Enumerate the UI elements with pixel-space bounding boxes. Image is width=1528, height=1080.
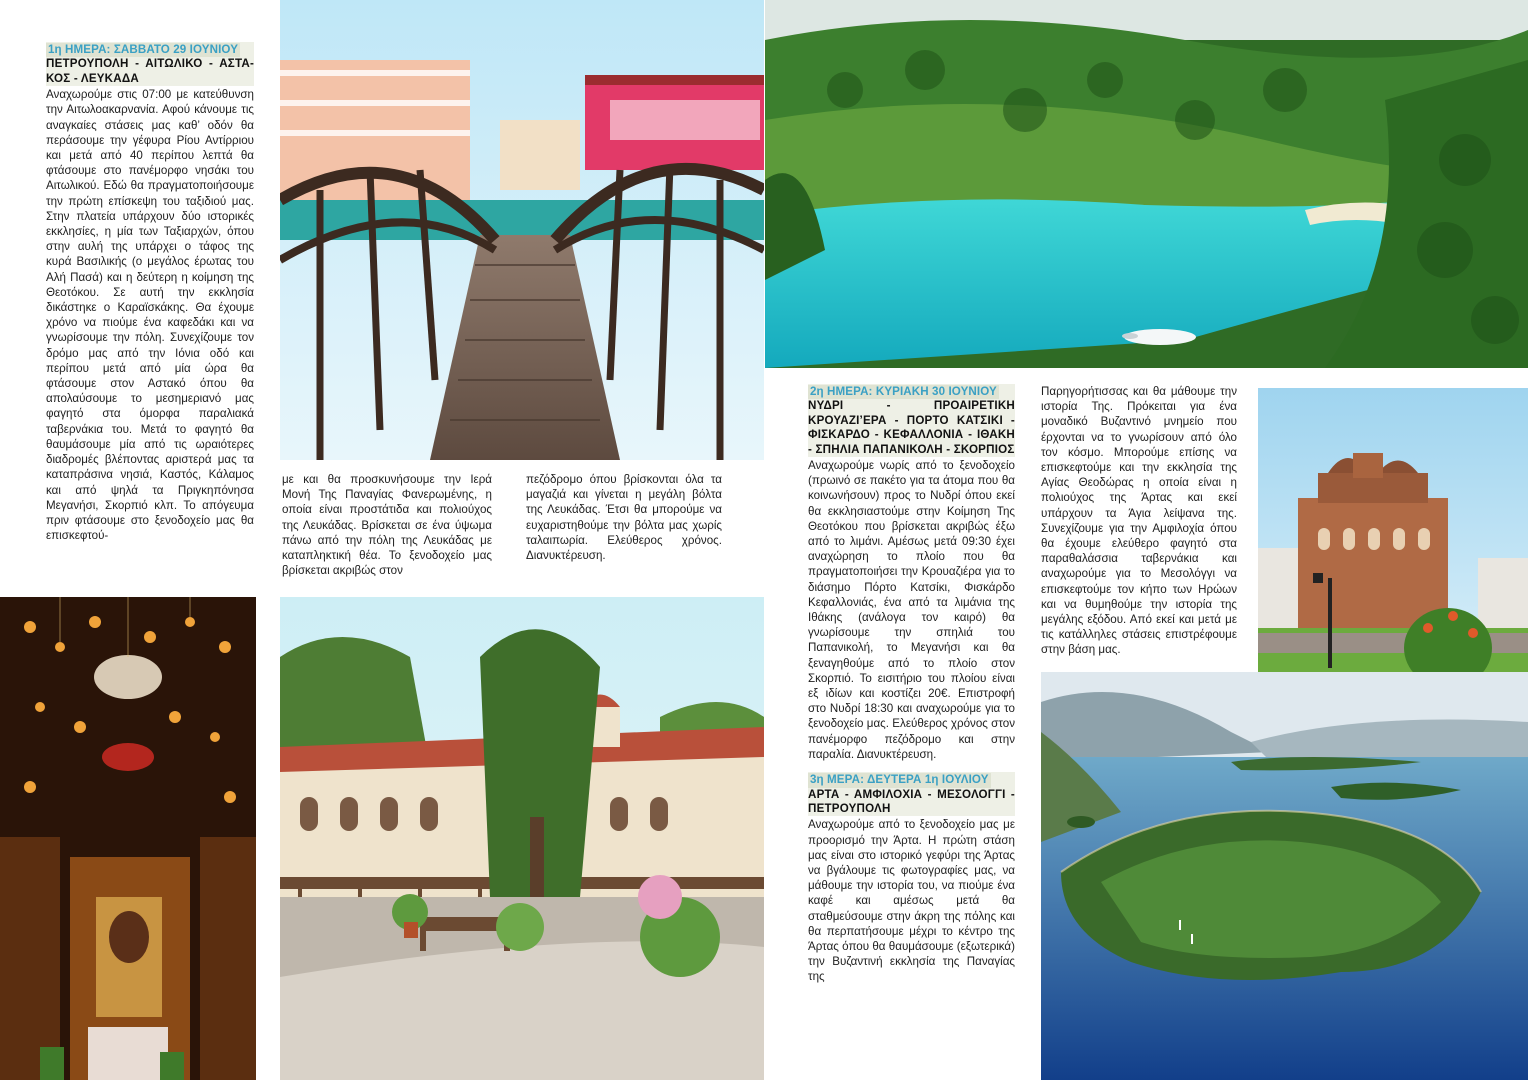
day3-header-block — [808, 772, 1015, 816]
day2-text: Αναχωρούμε νωρίς από το ξενοδοχείο (πρωινό σε πακέτο για τα άτομα που θα κοινωνήσουν) προς το Νυδρί όπου εκεί θα εκκλησιαστούμε στην Κοίμηση Της Θεοτόκου που βρίσκεται ακριβώς έξω από το λιμάνι. Αμέσως μετά 09:30 έχει αναχώρηση το πλοίο που θα πραγματοποιήσει την Κρουαζιέρα για το διάσημο Πόρτο Κατσίκι, Φισκάρδο Κεφαλλονιάς, ένα από τα λιμάνια της Ιθάκης (ανάλογα τον καιρό) θα γνωρίσουμε την σπηλιά του Παπανικολή, το Μεγανήσι και θα ξεναγηθούμε από το πλοίο στον Σκορπιό. Το εισιτήριο του πλοίου είναι εξ ιδίων και κοστίζει 20€. Επιστροφή στο Νυδρί 18:30 και αναχωρούμε για το ξενοδοχείο μας. Ελεύθερος χρόνος στον πανέμορφο πεζόδρομο και στην παραλία. Διανυκτέρευση. — [808, 459, 1015, 761]
photo-turquoise-bay — [765, 0, 1528, 368]
day3-text-col2: Παρηγορήτισσας και θα μάθουμε την ιστορία Της. Πρόκειται για ένα μοναδικό Βυζαντινό μνημείο που έρχονται να το γνωρίσουν από όλο τον κόσμο. Μπορούμε επίσης να επισκεφτούμε και την εκκλησία της Αγίας Θεοδώρας η οποία είναι η πολιούχος της Άρτας και εκεί υπάρχουν τα Άγια λείψανα της. Συνεχίζουμε για την Αμφιλοχία όπου θα έχουμε ελεύθερο φαγητό στα παραθαλάσσια ταβερνάκια και αναχωρούμε για το Μεσολόγγι να επισκεφτούμε τον κήπο των Ηρώων και να θυμηθούμε την ιστορία της μεγάλης εξόδου. Από εκεί και μετά με τις κατάλληλες στάσεις επιστρέφουμε στην βάση μας. — [1041, 385, 1237, 657]
photo-church-interior — [0, 597, 256, 1080]
day2-route: ΝΥΔΡΙ - ΠΡΟΑΙΡΕΤΙΚΗ ΚΡΟΥΑΖΙ’ΕΡΑ - ΠΟΡΤΟ ΚΑΤΣΙΚΙ - ΦΙΣΚΑΡΔΟ - ΚΕΦΑΛΛΟΝΙΑ - ΙΘΑΚΗ - ΣΠΗΛΙΑ ΠΑΠΑΝΙΚΟΛΗ - ΣΚΟΡΠΙΟΣ — [808, 399, 1015, 456]
day1-column-3 — [526, 472, 722, 563]
day3-route: ΑΡΤΑ - ΑΜΦΙΛΟΧΙΑ - ΜΕΣΟΛΟΓΓΙ - ΠΕΤΡΟΥΠΟΛΗ — [808, 787, 1015, 815]
photo-monastery-courtyard — [280, 597, 764, 1080]
day1-column-1 — [46, 42, 254, 543]
day3-text-col1: Αναχωρούμε από το ξενοδοχείο μας με προορισμό την Άρτα. Η πρώτη στάση μας είναι στο ιστορικό γεφύρι της Άρτας να βγάλουμε τις φωτογραφίες μας, να μάθουμε την ιστορία του, να πιούμε ένα καφέ και αμέσως μετά θα σταθμεύσουμε στην άκρη της πόλης και θα περπατήσουμε μέχρι το κέντρο της Άρτας όπου θα θαυμάσουμε (εξωτερικά) την Βυζαντινή εκκλησία της Παναγίας της — [808, 818, 1015, 984]
day2-column — [808, 384, 1015, 985]
day1-heading: 1η ΗΜΕΡΑ: ΣΑΒΒΑΤΟ 29 ΙΟΥΝΙΟΥ — [48, 43, 239, 56]
day1-header-block — [46, 42, 254, 86]
day1-column-2 — [282, 472, 492, 578]
day1-text-col3: πεζόδρομο όπου βρίσκονται όλα τα μαγαζιά και γίνεται η μεγάλη βόλτα της Λευκάδας. Έτσι θα μπορούμε να ευχαριστηθούμε την βόλτα μας χωρίς ταλαιπωρία. Ελεύθερος χρόνος. Διανυκτέρευση. — [526, 473, 722, 563]
photo-aerial-islands — [1041, 672, 1528, 1080]
day3-heading: 3η ΜΕΡΑ: ΔΕΥΤΕΡΑ 1η ΙΟΥΛΙΟΥ — [810, 773, 989, 787]
day2-heading: 2η ΗΜΕΡΑ: ΚΥΡΙΑΚΗ 30 ΙΟΥΝΙΟΥ — [810, 385, 997, 398]
day3-column-2 — [1041, 384, 1237, 658]
day2-header-block — [808, 384, 1015, 457]
day1-route: ΠΕΤΡΟΥΠΟΛΗ - ΑΙΤΩΛΙΚΟ - ΑΣΤΑ-ΚΟΣ - ΛΕΥΚΑΔΑ — [46, 57, 254, 85]
day1-text-col2: με και θα προσκυνήσουμε την Ιερά Μονή Της Παναγίας Φανερωμένης, η οποία είναι προστάτιδα και πολιούχος της Λευκάδας. Βρίσκεται σε ένα ύψωμα πάνω από την πόλη της Λευκάδας με καταπληκτική θέα. Το ξενοδοχείο μας βρίσκεται ακριβώς στον — [282, 473, 492, 578]
day1-text-col1: Αναχωρούμε στις 07:00 με κατεύθυνση την Αιτωλοακαρνανία. Αφού κάνουμε τις αναγκαίες στάσεις μας καθ’ οδόν θα περάσουμε την γέφυρα Ρίου Αντίρριου και μετά από 40 περίπου λεπτά θα φτάσουμε στο πανέμορφο νησάκι του Αιτωλικού. Εδώ θα πραγματοποιήσουμε την πρώτη επίσκεψη του ταξιδιού μας. Στην πλατεία υπάρχουν δύο ιστορικές εκκλησίες, η μία των Ταξιαρχών, όπου στην αυλή της υπάρχει ο τάφος της κυρά Βασιλικής (ο μεγάλος έρωτας του Αλή Πασά) και η δεύτερη η κοίμηση της Θεοτόκου. Σε αυτή την εκκλησία δικάστηκε ο Καραϊσκάκης. Θα έχουμε χρόνο να πιούμε ένα καφεδάκι και να γνωρίσουμε την πόλη. Συνεχίζουμε τον δρόμο μας από την Ιόνια οδό και περίπου μετά από μία ώρα θα φτάσουμε στον Αστακό όπου θα απολαύσουμε το μεσημεριανό μας φαγητό στα όμορφα παραλιακά ταβερνάκια του. Μετά το φαγητό θα θαυμάσουμε μία από τις ωραιότερες διαδρομές βλέποντας αριστερά μας τα καταπράσινα νησιά, Καστός, Κάλαμος και από ψηλά τα Πριγκηπόνησα Μεγανήσι, Σκορπιό κλπ. Το απόγευμα πριν φτάσουμε στο ξενοδοχείο μας θα επισκεφτού- — [46, 88, 254, 543]
photo-wooden-bridge — [280, 0, 764, 460]
